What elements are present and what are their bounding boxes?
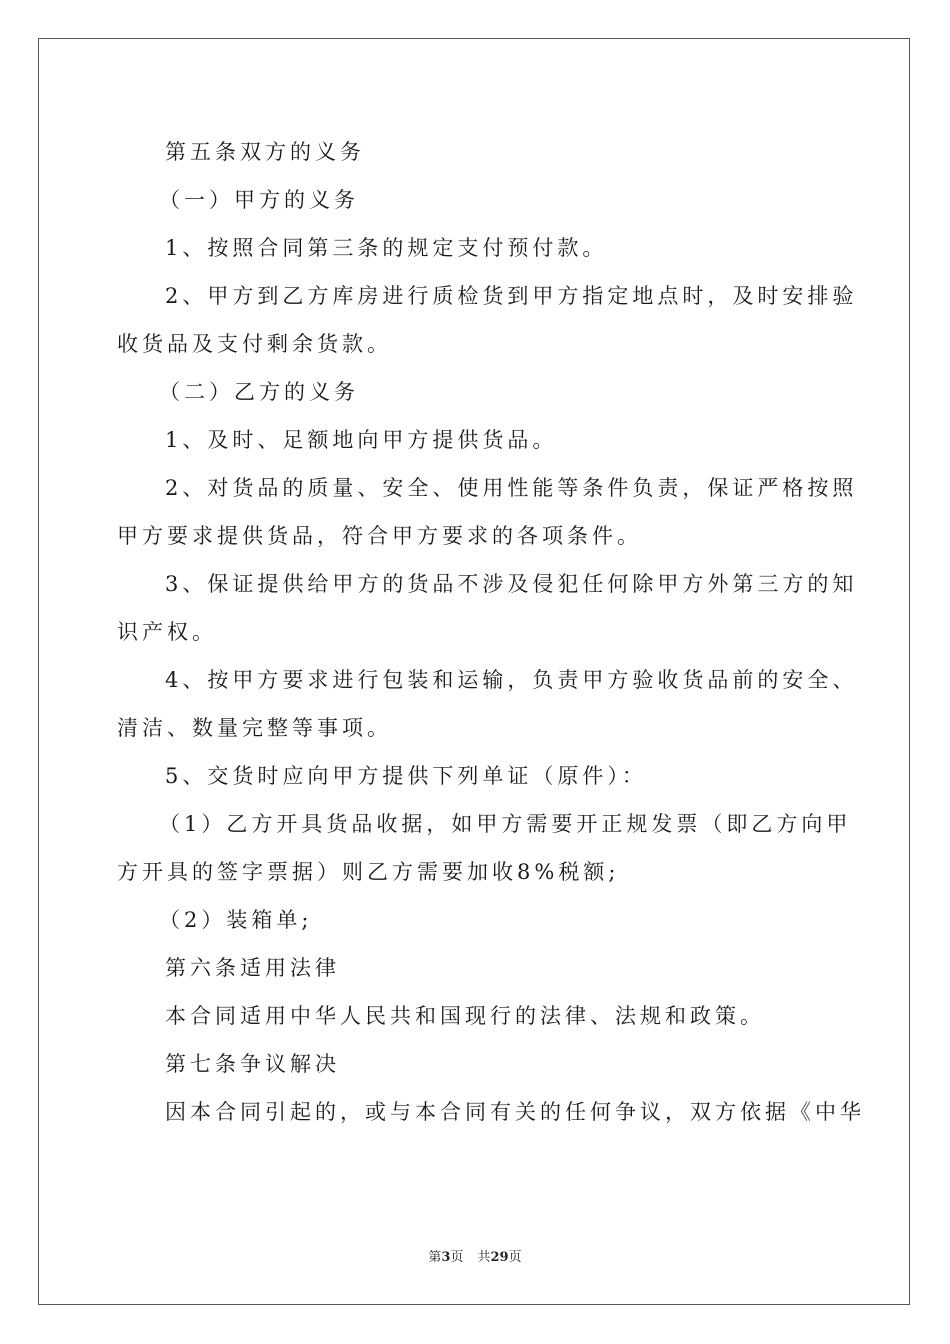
party-b-item-3-line-1: 3、保证提供给甲方的货品不涉及侵犯任何除甲方外第三方的知: [165, 572, 858, 596]
total-pages: 29: [490, 1250, 509, 1265]
page-number: 3: [441, 1250, 451, 1265]
party-a-item-1: 1、按照合同第三条的规定支付预付款。: [165, 236, 608, 260]
party-a-item-2-line-2: 收货品及支付剩余货款。: [117, 332, 392, 356]
document-list-item-2: （2）装箱单;: [159, 908, 313, 932]
article-6-text: 本合同适用中华人民共和国现行的法律、法规和政策。: [165, 1004, 765, 1028]
party-b-item-3-line-2: 识产权。: [117, 620, 217, 644]
party-b-item-4-line-2: 清洁、数量完整等事项。: [117, 716, 392, 740]
document-list-item-1-line-2: 方开具的签字票据）则乙方需要加收8%税额;: [117, 860, 620, 884]
party-b-item-4-line-1: 4、按甲方要求进行包装和运输，负责甲方验收货品前的安全、: [165, 668, 858, 692]
page-footer: [0, 1246, 950, 1265]
party-b-item-1: 1、及时、足额地向甲方提供货品。: [165, 428, 558, 452]
party-b-item-2-line-1: 2、对货品的质量、安全、使用性能等条件负责，保证严格按照: [165, 476, 858, 500]
article-5-heading: 第五条双方的义务: [165, 140, 365, 164]
party-a-item-2-line-1: 2、甲方到乙方库房进行质检货到甲方指定地点时，及时安排验: [165, 284, 858, 308]
section-party-a-heading: （一）甲方的义务: [159, 188, 359, 212]
total-prefix: 共: [477, 1250, 491, 1265]
party-b-item-2-line-2: 甲方要求提供货品，符合甲方要求的各项条件。: [117, 524, 642, 548]
page-prefix: 第: [428, 1250, 442, 1265]
section-party-b-heading: （二）乙方的义务: [159, 380, 359, 404]
article-6-heading: 第六条适用法律: [165, 956, 340, 980]
page-suffix: 页: [450, 1250, 464, 1265]
document-body: [117, 128, 865, 1136]
document-list-item-1-line-1: （1）乙方开具货品收据，如甲方需要开正规发票（即乙方向甲: [159, 812, 852, 836]
total-suffix: 页: [508, 1250, 522, 1265]
article-7-heading: 第七条争议解决: [165, 1052, 340, 1076]
party-b-item-5: 5、交货时应向甲方提供下列单证（原件）：: [165, 764, 647, 788]
article-7-text-line-1: 因本合同引起的，或与本合同有关的任何争议，双方依据《中华: [165, 1100, 865, 1124]
